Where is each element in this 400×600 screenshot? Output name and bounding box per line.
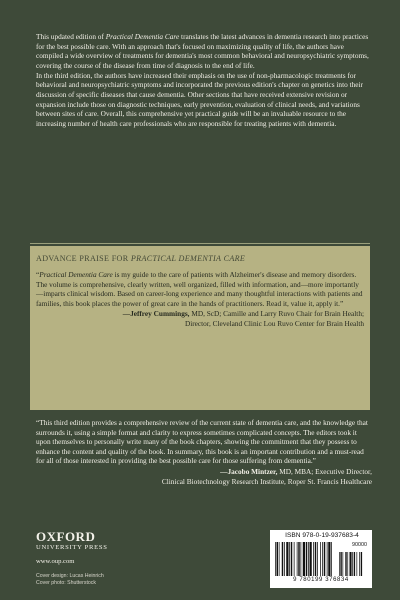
publisher-name: OXFORD	[36, 529, 96, 544]
attribution-2-name: —Jacobo Mintzer,	[220, 466, 278, 476]
attribution-1-name: —Jeffrey Cummings,	[122, 309, 190, 319]
praise-heading-title: PRACTICAL DEMENTIA CARE	[130, 254, 246, 263]
quote-1-body: is my guide to the care of patients with Alzheimer's disease and memory disorders. The volume is comprehensive, clearly written, well organized, filled with information, and—more importantly—imparts clinical wisdom. Based on career-long experience and many thoughtful interactions with patients and families, this book places the power of great care in the hands of practitioners. Read it, value it, apply it.”	[36, 270, 363, 308]
price-code: 90000	[352, 542, 367, 548]
praise-quote-1	[36, 270, 364, 308]
praise-attribution-1	[36, 309, 364, 328]
isbn-number: ISBN 978-0-19-937683-4	[285, 532, 359, 539]
attribution-2-line-2: Clinical Biotechnology Research Institute, Roper St. Francis Healthcare	[161, 476, 372, 486]
publisher-logo	[36, 530, 156, 565]
praise-heading-label: ADVANCE PRAISE FOR	[36, 254, 131, 263]
praise-attribution-2	[36, 467, 372, 486]
attribution-2-title: MD, MBA; Executive Director,	[277, 466, 372, 476]
attribution-2-line-1	[36, 467, 372, 477]
publisher-press: UNIVERSITY PRESS	[36, 544, 108, 551]
praise-heading	[36, 254, 364, 263]
barcode-digits: 9 780199 376834	[293, 577, 349, 583]
cover-photo-credit: Cover photo: Shutterstock	[36, 580, 96, 586]
advance-praise-panel	[30, 246, 370, 410]
publisher-url: www.oup.com	[36, 558, 75, 565]
cover-credits	[36, 573, 176, 587]
isbn-barcode-box	[270, 530, 372, 588]
divider	[30, 243, 370, 244]
description-book-title: Practical Dementia Care	[105, 32, 180, 41]
description-paragraph-1	[36, 32, 372, 71]
description-intro: This updated edition of	[36, 32, 106, 41]
cover-design-credit: Cover design: Lucas Heinrich	[36, 573, 104, 579]
description-paragraph-2: In the third edition, the authors have increased their emphasis on the use of non-pharmacologic treatments for behavioral and neuropsychiatric symptoms and incorporated the previous edition's chapter on genetics into their discussion of specific diseases that cause dementia. Other sections that have received extensive revision or expansion include those on diagnostic techniques, early prevention, evaluation of clinical needs, and variations between sites of care. Overall, this comprehensive yet practical guide will be an invaluable resource to the increasing number of health care professionals who are responsible for treating patients with dementia.	[36, 70, 363, 128]
description-intro-rest: translates the latest advances in dementia research into practices for the best possible care. With an approach that's focused on maximizing quality of life, the authors have compiled a wide overview of treatments for dementia's most common behavioral and neuropsychiatric symptoms, covering the course of the disease from time of diagnosis to the end of life.	[36, 32, 369, 70]
book-description	[36, 32, 372, 129]
attribution-1-title: MD, ScD; Camille and Larry Ruvo Chair for Brain Health;	[189, 309, 364, 319]
attribution-1-line-1	[36, 309, 364, 319]
quote-book-title: Practical Dementia Care	[39, 270, 113, 279]
praise-quote-2-block	[36, 418, 372, 486]
praise-quote-2: “This third edition provides a comprehensive review of the current state of dementia care, and the knowledge that surrounds it, using a simple format and clarity to express sometimes complicated concepts. The editors took it upon themselves to personally write many of the book chapters, showing the commitment that they possess to enhance the content and quality of the book. In summary, this book is an important contribution and a must-read for all of those interested in providing the best possible care for those suffering from dementia.”	[36, 418, 368, 466]
attribution-1-line-2: Director, Cleveland Clinic Lou Ruvo Center for Brain Health	[184, 318, 364, 328]
quote-open-mark: “	[36, 270, 40, 279]
